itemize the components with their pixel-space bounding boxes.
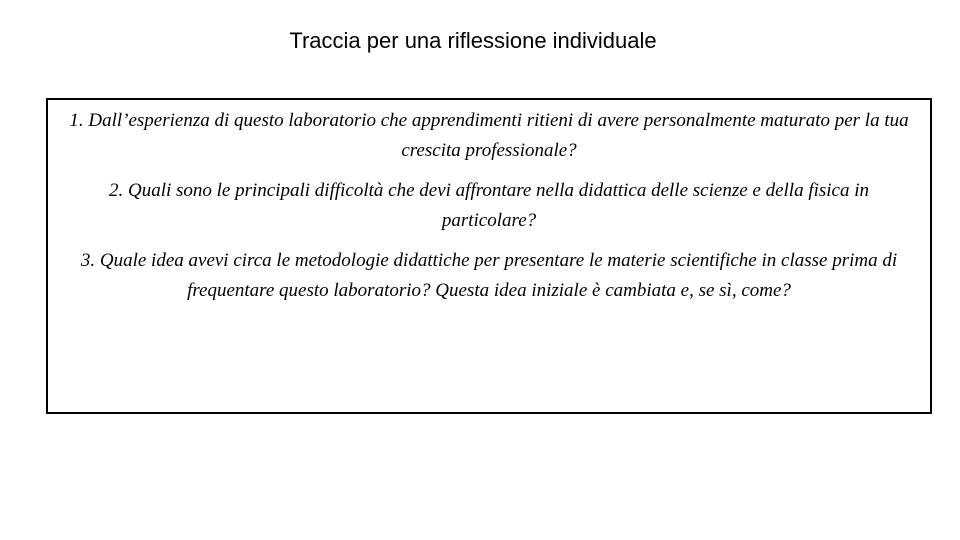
question-3: 3. Quale idea avevi circa le metodologie didattiche per presentare le materie scientifiche in classe prima di frequentare questo laboratorio? Questa idea iniziale è cambiata e, se sì, come? — [80, 250, 898, 301]
question-1: 1. Dall’esperienza di questo laboratorio che apprendimenti ritieni di avere personalmente maturato per la tua crescita professionale? — [69, 110, 909, 161]
questions-box — [46, 98, 932, 414]
page-title: Traccia per una riflessione individuale — [289, 28, 657, 53]
question-2: 2. Quali sono le principali difficoltà che devi affrontare nella didattica delle scienze e della fisica in particolare? — [108, 180, 870, 231]
